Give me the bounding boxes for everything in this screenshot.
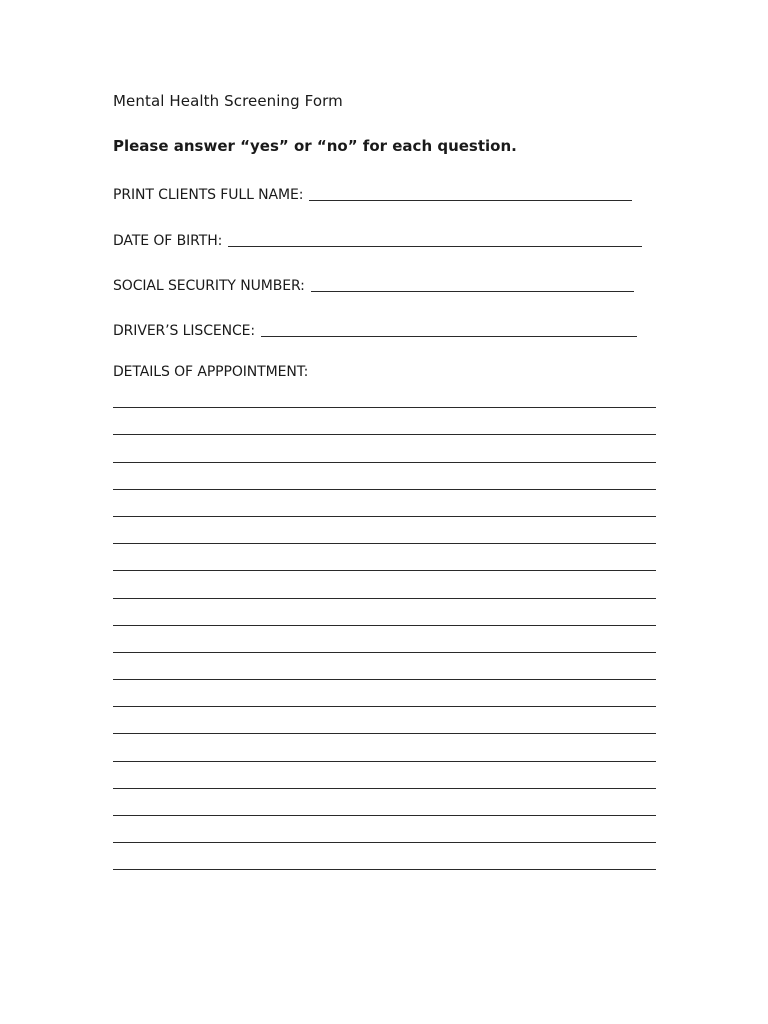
date-of-birth-label: DATE OF BIRTH: xyxy=(113,233,223,249)
date-of-birth-field xyxy=(113,228,642,250)
appointment-details-lines xyxy=(113,381,656,870)
details-blank-line[interactable] xyxy=(113,571,656,598)
details-blank-line[interactable] xyxy=(113,734,656,761)
details-blank-line[interactable] xyxy=(113,762,656,789)
details-blank-line[interactable] xyxy=(113,463,656,490)
details-blank-line[interactable] xyxy=(113,816,656,843)
details-blank-line[interactable] xyxy=(113,707,656,734)
form-instruction: Please answer “yes” or “no” for each question. xyxy=(113,137,517,155)
details-blank-line[interactable] xyxy=(113,408,656,435)
details-blank-line[interactable] xyxy=(113,544,656,571)
ssn-label: SOCIAL SECURITY NUMBER: xyxy=(113,278,305,294)
drivers-license-field xyxy=(113,318,637,340)
drivers-license-blank[interactable] xyxy=(261,336,637,337)
client-name-label: PRINT CLIENTS FULL NAME: xyxy=(113,187,304,203)
details-blank-line[interactable] xyxy=(113,626,656,653)
ssn-blank[interactable] xyxy=(311,291,634,292)
drivers-license-label: DRIVER’S LISCENCE: xyxy=(113,323,256,339)
client-name-field xyxy=(113,182,632,204)
details-blank-line[interactable] xyxy=(113,517,656,544)
details-blank-line[interactable] xyxy=(113,653,656,680)
client-name-blank[interactable] xyxy=(309,200,632,201)
form-title: Mental Health Screening Form xyxy=(113,92,343,110)
date-of-birth-blank[interactable] xyxy=(228,246,642,247)
details-blank-line[interactable] xyxy=(113,435,656,462)
details-blank-line[interactable] xyxy=(113,381,656,408)
details-blank-line[interactable] xyxy=(113,843,656,870)
details-blank-line[interactable] xyxy=(113,599,656,626)
details-blank-line[interactable] xyxy=(113,789,656,816)
ssn-field xyxy=(113,273,634,295)
appointment-details-label: DETAILS OF APPPOINTMENT: xyxy=(113,364,309,380)
details-blank-line[interactable] xyxy=(113,490,656,517)
details-blank-line[interactable] xyxy=(113,680,656,707)
